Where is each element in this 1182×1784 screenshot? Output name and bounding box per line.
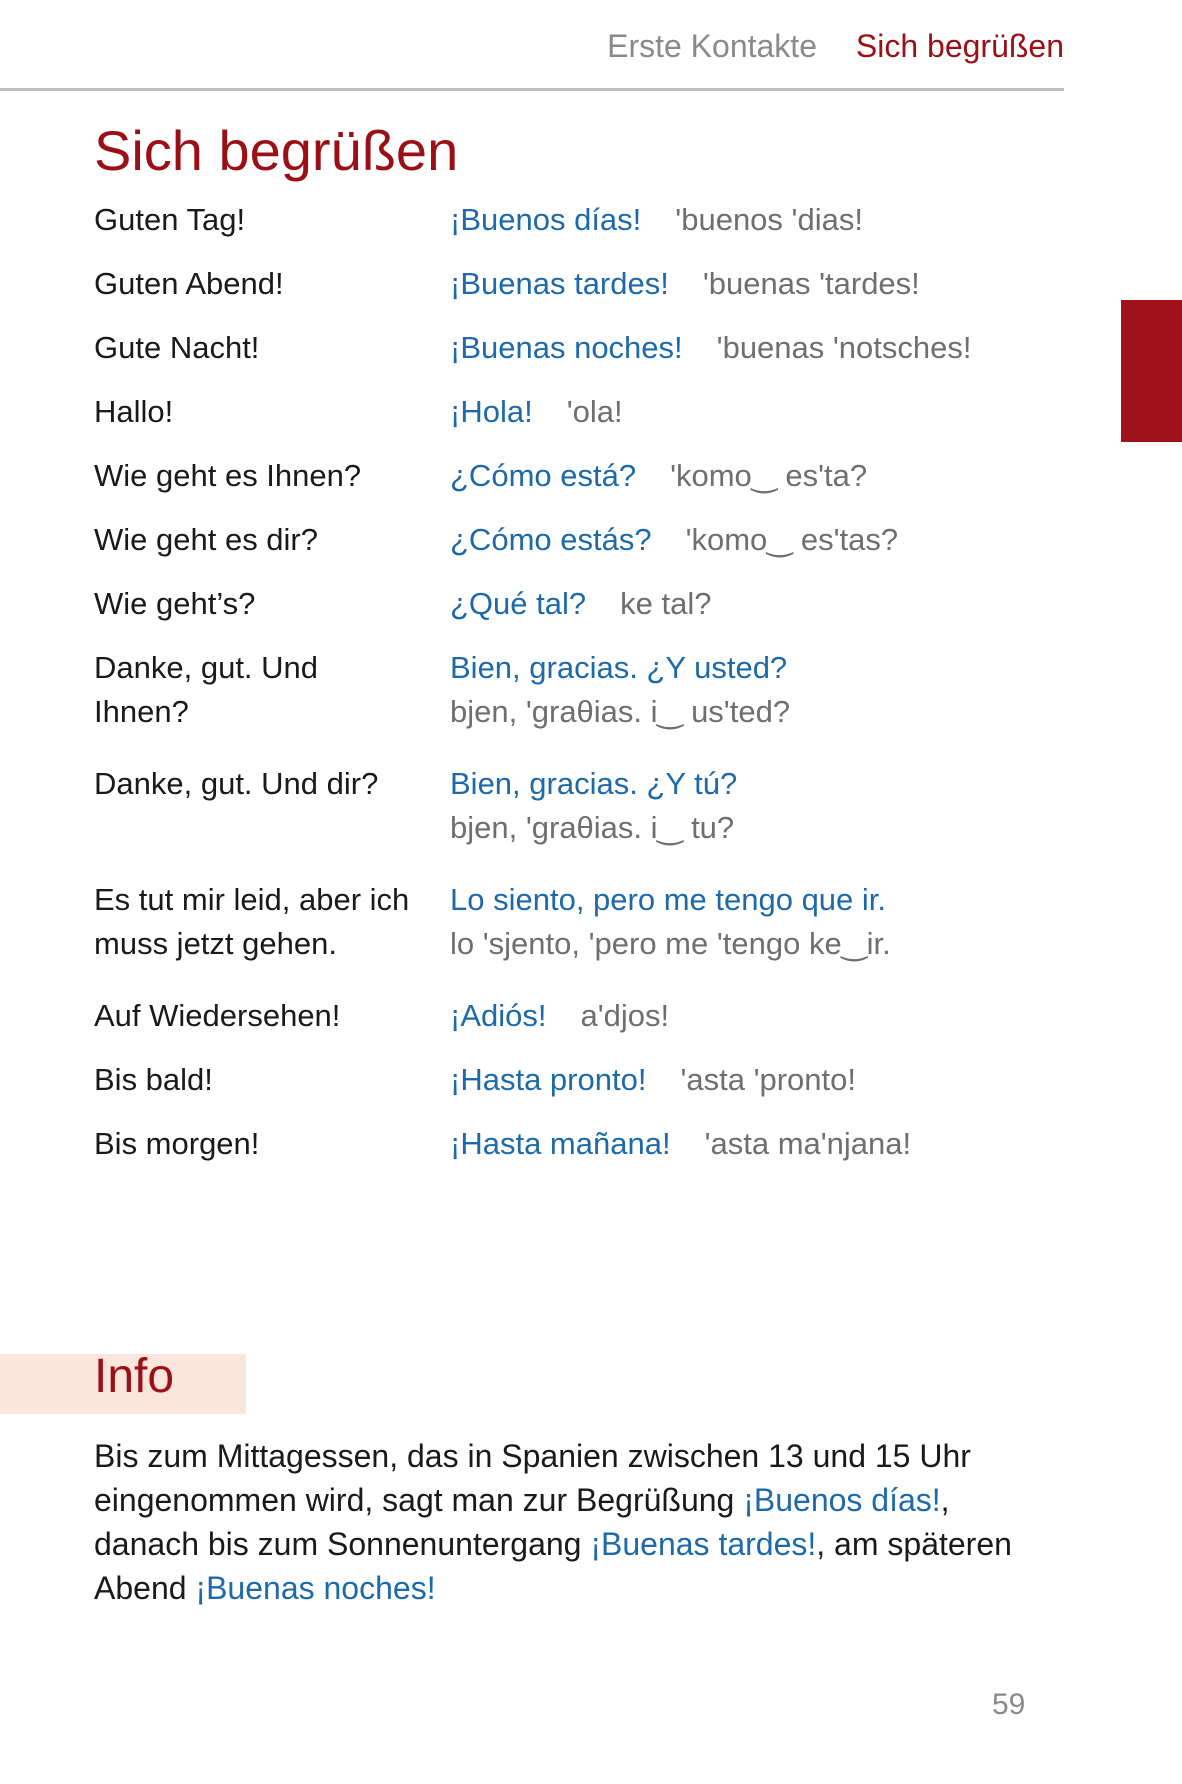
pronunciation: ke tal? [620,586,712,621]
spanish-phrase: ¿Cómo está? [450,458,637,493]
pronunciation: bjen, 'graθias. i‿ us'ted? [450,694,791,729]
pronunciation: lo 'sjento, 'pero me 'tengo ke‿ir. [450,926,891,961]
info-text-part: , danach bis zum Sonnenuntergang [94,1482,950,1562]
pronunciation: 'komo‿ es'ta? [670,458,868,493]
spanish-phrase: ¡Hasta mañana! [450,1126,671,1161]
info-text-part: Bis zum Mittagessen, das in Spanien zwischen 13 und 15 Uhr eingenommen wird, sagt man zur Begrüßung [94,1438,971,1518]
pronunciation: 'asta ma'njana! [704,1126,912,1161]
german-phrase: Wie geht’s? [94,586,256,621]
info-heading: Info [94,1350,175,1403]
spanish-phrase: ¡Buenas tardes! [450,266,669,301]
pronunciation: 'buenos 'dias! [675,202,863,237]
pronunciation: 'buenas 'notsches! [716,330,972,365]
german-phrase: Auf Wiedersehen! [94,998,341,1033]
header-current-topic: Sich begrüßen [855,28,1064,64]
header-divider [0,88,1064,91]
info-text-part: , am späteren Abend [94,1526,1012,1606]
pronunciation: 'komo‿ es'tas? [685,522,899,557]
pronunciation: a'djos! [580,998,670,1033]
running-header [607,28,1064,65]
spanish-phrase: ¡Hasta pronto! [450,1062,647,1097]
spanish-phrase: ¡Buenas noches! [450,330,683,365]
info-spanish-highlight: ¡Buenas tardes! [590,1526,817,1562]
german-phrase: Bis bald! [94,1062,213,1097]
chapter-thumb-tab [1121,300,1182,442]
spanish-phrase: ¿Qué tal? [450,586,587,621]
pronunciation: 'ola! [566,394,623,429]
info-spanish-highlight: ¡Buenos días! [743,1482,941,1518]
pronunciation: bjen, 'graθias. i‿ tu? [450,810,735,845]
spanish-phrase: ¡Buenos días! [450,202,642,237]
spanish-phrase: ¡Adiós! [450,998,547,1033]
info-text [94,1434,1054,1610]
german-phrase: Es tut mir leid, aber ich muss jetzt gehen. [94,882,410,961]
pronunciation: 'asta 'pronto! [680,1062,856,1097]
info-spanish-highlight: ¡Buenas noches! [195,1570,436,1606]
page-title: Sich begrüßen [94,119,459,182]
page-number: 59 [992,1688,1026,1721]
spanish-phrase: ¡Hola! [450,394,533,429]
spanish-phrase: Lo siento, pero me tengo que ir. [450,882,887,917]
german-phrase: Danke, gut. Und Ihnen? [94,650,319,729]
german-phrase: Danke, gut. Und dir? [94,766,379,801]
german-phrase: Guten Tag! [94,202,246,237]
spanish-phrase: ¿Cómo estás? [450,522,652,557]
german-phrase: Wie geht es dir? [94,522,318,557]
header-section: Erste Kontakte [607,28,817,64]
pronunciation: 'buenas 'tardes! [702,266,920,301]
spanish-phrase: Bien, gracias. ¿Y usted? [450,650,788,685]
german-phrase: Gute Nacht! [94,330,260,365]
spanish-phrase: Bien, gracias. ¿Y tú? [450,766,738,801]
german-phrase: Hallo! [94,394,174,429]
german-phrase: Bis morgen! [94,1126,260,1161]
german-phrase: Guten Abend! [94,266,284,301]
german-phrase: Wie geht es Ihnen? [94,458,362,493]
